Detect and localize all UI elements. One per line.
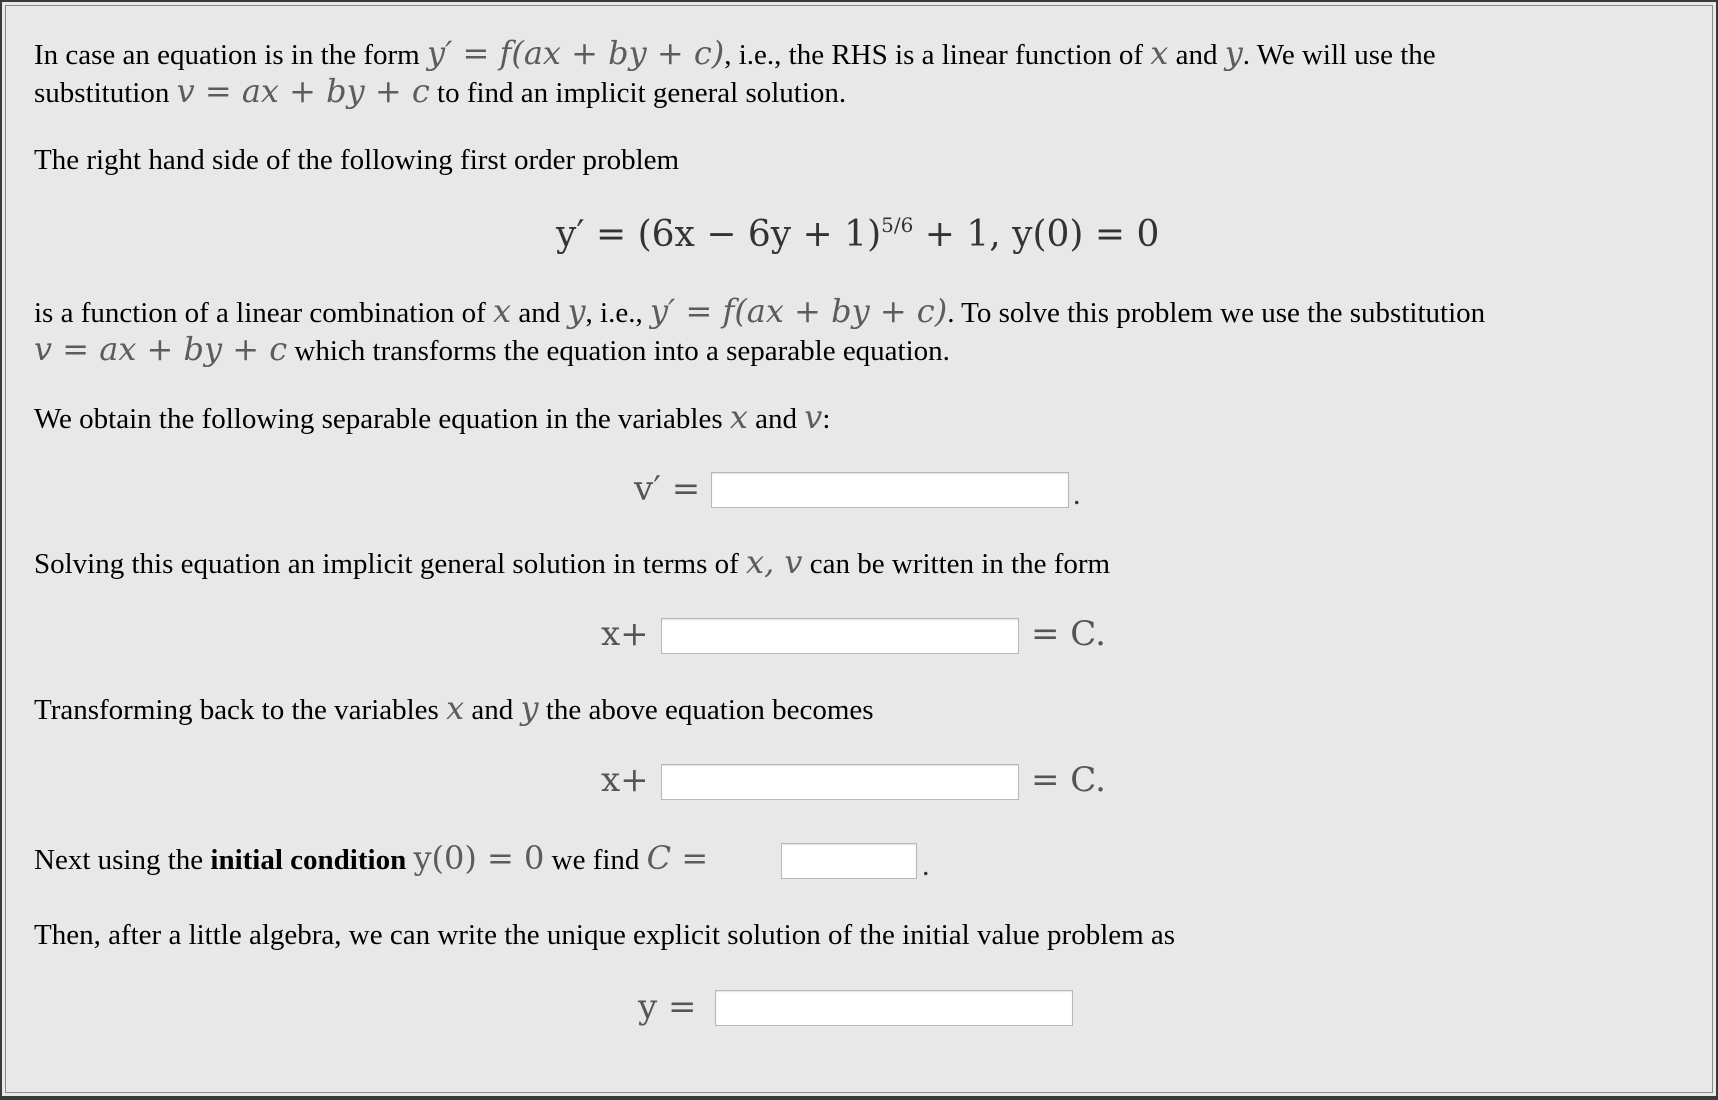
intro-text-2: , i.e., the RHS is a linear function of: [724, 39, 1151, 71]
intro-text-1: In case an equation is in the form: [34, 39, 427, 71]
combo-math-form: y′ = f(ax + by + c): [649, 292, 948, 330]
y-explicit-label: y =: [638, 987, 697, 1027]
intro-line-2: [34, 72, 846, 112]
intro-math-form: y′ = f(ax + by + c): [427, 34, 725, 72]
v-prime-period: .: [1073, 478, 1081, 511]
initial-text-1: Next using the: [34, 844, 211, 876]
intro-text-5: substitution: [34, 77, 177, 109]
initial-math-c: C =: [646, 839, 709, 877]
separable-text-2: and: [747, 403, 805, 435]
implicit-xy-equals-c: = C.: [1031, 760, 1106, 800]
intro-math-substitution: v = ax + by + c: [176, 72, 430, 110]
ode-display: [556, 213, 1160, 255]
implicit-xy-math-y: y: [520, 689, 539, 727]
ode-lhs: y′ = (6x − 6y + 1): [556, 214, 882, 255]
implicit-v-text-1: Solving this equation an implicit general solution in terms of: [34, 548, 747, 580]
combo-math-substitution: v = ax + by + c: [34, 330, 288, 368]
implicit-v-equals-c: = C.: [1031, 614, 1106, 654]
implicit-xy-text: [34, 689, 874, 729]
combo-text-2: and: [511, 297, 568, 329]
implicit-xy-label: x+: [601, 760, 649, 800]
implicit-v-text: [34, 543, 1110, 583]
c-value-input[interactable]: [781, 843, 917, 879]
v-prime-input[interactable]: [711, 472, 1069, 508]
combo-math-y: y: [567, 292, 586, 330]
implicit-xy-math-x: x: [446, 689, 465, 727]
c-value-period: .: [922, 849, 930, 882]
implicit-xy-text-1: Transforming back to the variables: [34, 694, 447, 726]
implicit-xy-input[interactable]: [661, 764, 1019, 800]
initial-condition-bold: initial condition: [210, 844, 407, 876]
implicit-v-text-2: can be written in the form: [802, 548, 1111, 580]
implicit-v-math-xv: x, v: [746, 543, 803, 581]
intro-line-1: [34, 34, 1436, 74]
combo-text-1: is a function of a linear combination of: [34, 297, 494, 329]
combo-math-x: x: [493, 292, 512, 330]
initial-text-2: we find: [544, 844, 647, 876]
combo-line-1: [34, 292, 1485, 332]
separable-math-v: v: [804, 398, 823, 436]
ode-rhs: + 1, y(0) = 0: [913, 214, 1160, 255]
implicit-v-input[interactable]: [661, 618, 1019, 654]
v-prime-label: v′ =: [634, 469, 701, 509]
y-explicit-input[interactable]: [715, 990, 1073, 1026]
separable-text: [34, 398, 830, 438]
combo-text-4: . To solve this problem we use the substitution: [947, 297, 1486, 329]
intro-text-6: to find an implicit general solution.: [429, 77, 847, 109]
combo-line-2: [34, 330, 950, 370]
implicit-v-label: x+: [601, 614, 649, 654]
initial-math-condition: y(0) = 0: [413, 839, 545, 877]
separable-text-3: :: [822, 403, 831, 435]
intro-text-4: . We will use the: [1242, 39, 1436, 71]
intro-text-3: and: [1168, 39, 1225, 71]
intro-math-y: y: [1224, 34, 1243, 72]
combo-text-3: , i.e.,: [585, 297, 650, 329]
implicit-xy-text-3: the above equation becomes: [538, 694, 874, 726]
implicit-xy-text-2: and: [464, 694, 521, 726]
separable-math-x: x: [729, 398, 748, 436]
separable-text-1: We obtain the following separable equation in the variables: [34, 403, 730, 435]
problem-intro-text: The right hand side of the following first order problem: [34, 144, 680, 176]
ode-exponent: 5/6: [881, 213, 914, 237]
initial-condition-line: [34, 839, 708, 879]
explicit-text: Then, after a little algebra, we can write the unique explicit solution of the initial value problem as: [34, 919, 1176, 951]
intro-math-x: x: [1150, 34, 1169, 72]
combo-text-5: which transforms the equation into a separable equation.: [287, 335, 950, 367]
